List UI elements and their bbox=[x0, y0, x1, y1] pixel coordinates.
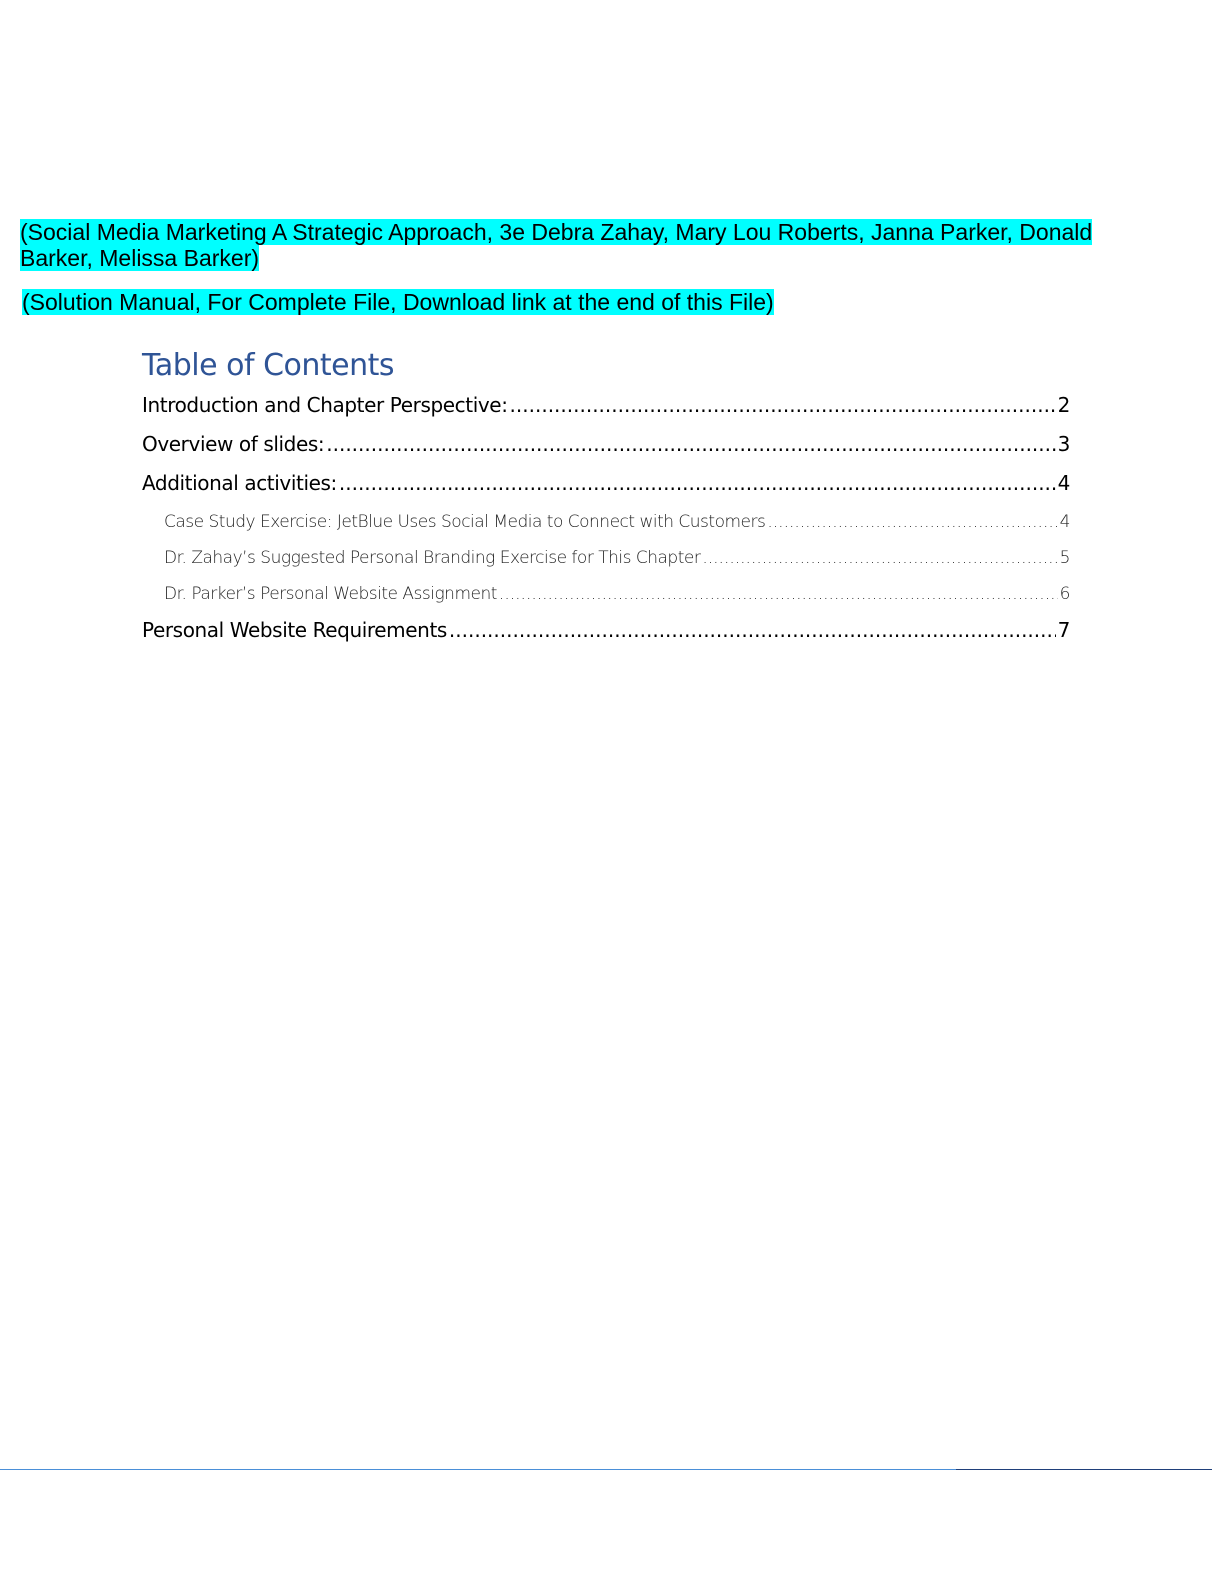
toc-leader bbox=[339, 465, 1056, 501]
toc-entry-text: Overview of slides: bbox=[142, 432, 325, 456]
toc-leader bbox=[510, 387, 1056, 423]
footer-divider bbox=[0, 1469, 1212, 1470]
toc-entry-page: 2 bbox=[1057, 393, 1070, 417]
toc-entry-text: Case Study Exercise: JetBlue Uses Social Media to Connect with Customers bbox=[164, 512, 766, 532]
toc-entry-personal-website-assignment[interactable] bbox=[142, 576, 1070, 612]
toc-heading: Table of Contents bbox=[142, 348, 395, 383]
toc-entry-page: 5 bbox=[1059, 548, 1070, 568]
toc-entry-page: 3 bbox=[1057, 432, 1070, 456]
toc-entry-case-study-exercise[interactable] bbox=[142, 504, 1070, 540]
toc-entry-page: 4 bbox=[1057, 471, 1070, 495]
toc-leader bbox=[702, 540, 1057, 576]
document-subtitle bbox=[22, 289, 774, 315]
toc-entry-text: Introduction and Chapter Perspective: bbox=[142, 393, 508, 417]
toc-leader bbox=[767, 504, 1057, 540]
toc-entry-text: Additional activities: bbox=[142, 471, 337, 495]
toc-leader bbox=[326, 426, 1055, 462]
document-title-text: (Social Media Marketing A Strategic Approach, 3e Debra Zahay, Mary Lou Roberts, Janna Parker, Donald Barker, Melissa Barker) bbox=[20, 219, 1093, 271]
document-title bbox=[20, 219, 1160, 271]
footer-divider-accent bbox=[956, 1469, 1212, 1470]
toc-entry-introduction[interactable] bbox=[142, 387, 1070, 426]
toc-entry-page: 7 bbox=[1057, 618, 1070, 642]
toc-entry-overview-of-slides[interactable] bbox=[142, 426, 1070, 465]
toc-entry-additional-activities[interactable] bbox=[142, 465, 1070, 504]
toc-entry-text: Dr. Zahay’s Suggested Personal Branding Exercise for This Chapter bbox=[164, 548, 701, 568]
document-subtitle-text: (Solution Manual, For Complete File, Download link at the end of this File) bbox=[22, 289, 774, 315]
toc-entry-personal-website-requirements[interactable] bbox=[142, 612, 1070, 651]
toc-leader bbox=[449, 612, 1056, 648]
toc-entry-page: 4 bbox=[1059, 512, 1070, 532]
toc-entry-text: Personal Website Requirements bbox=[142, 618, 447, 642]
toc-entry-text: Dr. Parker’s Personal Website Assignment bbox=[164, 584, 497, 604]
toc-entry-personal-branding-exercise[interactable] bbox=[142, 540, 1070, 576]
toc-entry-page: 6 bbox=[1059, 584, 1070, 604]
table-of-contents bbox=[142, 345, 1070, 651]
toc-leader bbox=[499, 576, 1058, 612]
